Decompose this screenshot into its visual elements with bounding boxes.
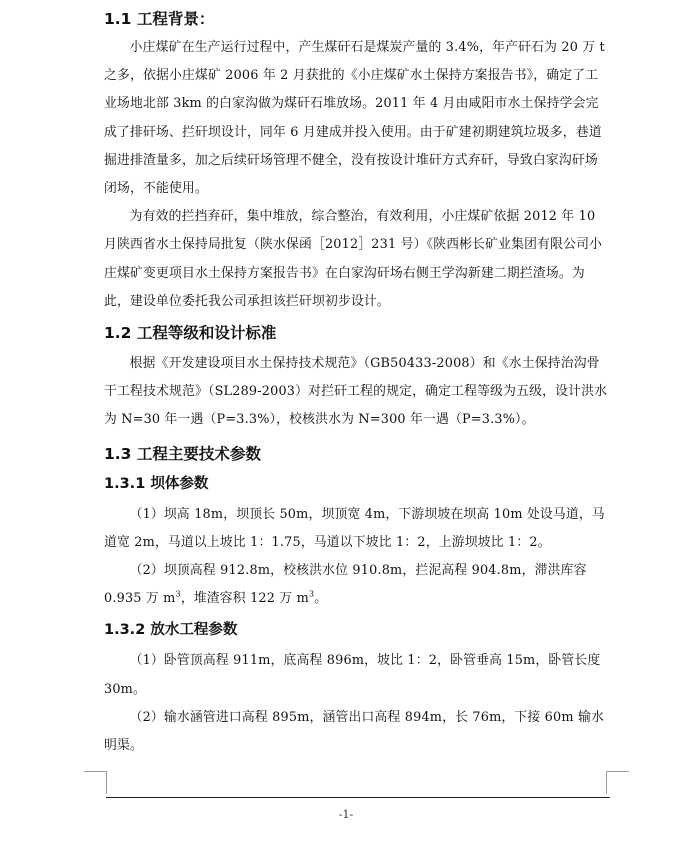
paragraph-background-1: 小庄煤矿在生产运行过程中，产生煤矸石是煤炭产量的 3.4%，年产矸石为 20 万 t 之多，依据小庄煤矿 2006 年 2 月获批的《小庄煤矿水土保持方案报告书》，确定了工业场地北部 3km 的白家沟做为煤矸石堆放场。2011 年 4 月由咸阳市水土保持学会完成了排矸场、拦矸坝设计，同年 6 月建成并投入使用。由于矿建初期建筑垃圾多，巷道掘进排渣量多，加之后续矸场管理不健全，没有按设计堆矸方式弃矸，导致白家沟矸场闭场，不能使用。 [104, 40, 605, 197]
subsection-heading-1-3-1: 1.3.1 坝体参数 [104, 475, 209, 492]
paragraph-background-2: 为有效的拦挡弃矸，集中堆放，综合整治，有效利用，小庄煤矿依据 2012 年 10 月陕西省水土保持局批复（陕水保函［2012］231 号）《陕西彬长矿业集团有限公司小庄煤矿变更项目水土保持方案报告书》在白家沟矸场右侧王学沟新建二期拦渣场。为此，建设单位委托我公司承担该拦矸坝初步设计。 [104, 209, 603, 309]
subsection-heading-1-3-2: 1.3.2 放水工程参数 [104, 622, 238, 639]
paragraph-drainage-params-1: （1）卧管顶高程 911m，底高程 896m，坡比 1：2，卧管垂高 15m，卧管长度 30m。 [104, 653, 601, 697]
section-heading-1-1: 1.1 工程背景： [104, 10, 215, 28]
paragraph-dam-params-2 [104, 557, 610, 613]
superscript-cubic-1: 3 [175, 589, 181, 599]
footer-divider [106, 797, 610, 798]
superscript-cubic-2: 3 [308, 589, 315, 599]
section-heading-1-3: 1.3 工程主要技术参数 [104, 444, 261, 463]
dam-params-2-text-c: 。 [314, 591, 328, 607]
dam-params-2-text-a: （2）坝顶高程 912.8m，校核洪水位 910.8m，拦泥高程 904.8m，滞洪库容 0.935 万 m [104, 563, 587, 607]
margin-crop-mark-left [84, 771, 107, 794]
paragraph-design-standard: 根据《开发建设项目水土保持技术规范》（GB50433-2008）和《水土保持治沟骨干工程技术规范》（SL289-2003）对拦矸工程的规定，确定工程等级为五级，设计洪水为 N=30 年一遇（P=3.3%），校核洪水为 N=300 年一遇（P=3.3%）。 [104, 356, 608, 428]
paragraph-drainage-params-2: （2）输水涵管进口高程 895m，涵管出口高程 894m，长 76m，下接 60m 输水明渠。 [104, 709, 604, 754]
margin-crop-mark-right [606, 771, 629, 794]
document-body [104, 4, 610, 760]
paragraph-dam-params-1: （1）坝高 18m，坝顶长 50m，坝顶宽 4m，下游坝坡在坝高 10m 处设马道，马道宽 2m，马道以上坡比 1：1.75，马道以下坡比 1：2，上游坝坡比 1：2。 [104, 506, 605, 550]
page-number: -1- [338, 808, 354, 821]
dam-params-2-text-b: ，堆渣容积 122 万 m [180, 591, 309, 607]
section-heading-1-2: 1.2 工程等级和设计标准 [104, 324, 277, 343]
